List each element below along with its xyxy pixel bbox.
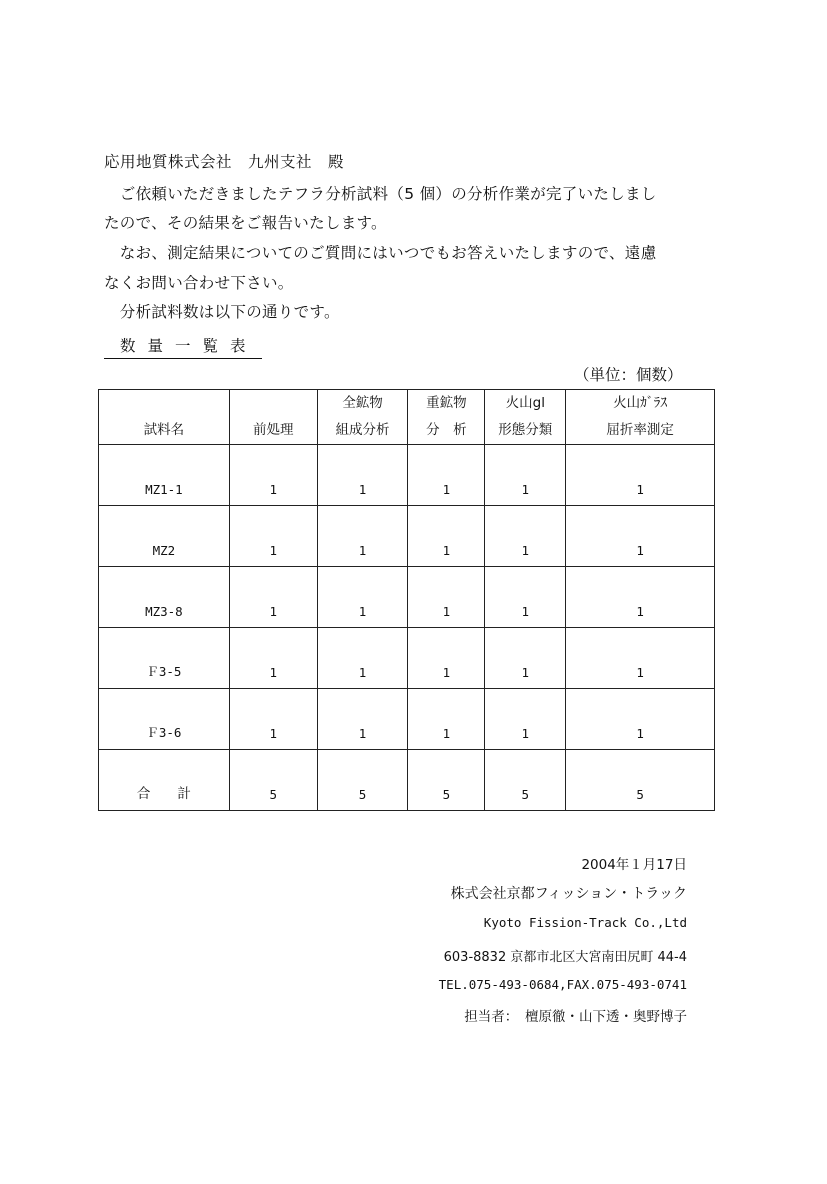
total-cell: 5 bbox=[317, 750, 408, 811]
count-cell: 1 bbox=[317, 445, 408, 506]
header-cell: 重鉱物 分 析 bbox=[408, 390, 485, 445]
company-address: 603-8832 京都市北区大宮南田尻町 44-4 bbox=[443, 950, 687, 965]
sample-name: Ｆ3-6 bbox=[99, 689, 230, 750]
count-cell: 1 bbox=[317, 689, 408, 750]
unit-note: （単位：個数） bbox=[574, 366, 683, 384]
addressee: 応用地質株式会社 九州支社 殿 bbox=[104, 153, 345, 171]
body-line: 分析試料数は以下の通りです。 bbox=[104, 303, 340, 321]
body-line: ご依頼いただきましたテフラ分析試料（5 個）の分析作業が完了いたしまし bbox=[104, 185, 657, 203]
count-cell: 1 bbox=[317, 628, 408, 689]
quantity-table bbox=[98, 389, 715, 811]
count-cell: 1 bbox=[566, 628, 715, 689]
count-cell: 1 bbox=[566, 445, 715, 506]
count-cell: 1 bbox=[317, 506, 408, 567]
count-cell: 1 bbox=[229, 567, 317, 628]
company-name: 株式会社京都フィッション・トラック bbox=[450, 886, 687, 902]
header-cell: 前処理 bbox=[229, 390, 317, 445]
contact-numbers: TEL.075-493-0684,FAX.075-493-0741 bbox=[438, 977, 687, 992]
total-cell: 5 bbox=[485, 750, 566, 811]
table-row bbox=[99, 567, 715, 628]
body-line: なくお問い合わせ下さい。 bbox=[104, 274, 294, 292]
total-cell: 5 bbox=[408, 750, 485, 811]
count-cell: 1 bbox=[408, 567, 485, 628]
total-cell: 5 bbox=[566, 750, 715, 811]
body-line: なお、測定結果についてのご質問にはいつでもお答えいたしますので、遠慮 bbox=[104, 244, 657, 262]
header-cell: 火山gl 形態分類 bbox=[485, 390, 566, 445]
header-cell: 全鉱物 組成分析 bbox=[317, 390, 408, 445]
count-cell: 1 bbox=[408, 689, 485, 750]
count-cell: 1 bbox=[408, 628, 485, 689]
header-cell: 試料名 bbox=[99, 390, 230, 445]
list-title: 数量一覧表 bbox=[104, 334, 262, 359]
header-cell: 火山ｶﾞﾗｽ 屈折率測定 bbox=[566, 390, 715, 445]
count-cell: 1 bbox=[485, 567, 566, 628]
table-row bbox=[99, 445, 715, 506]
report-date: 2004年１月17日 bbox=[581, 857, 687, 873]
sample-name: MZ3-8 bbox=[99, 567, 230, 628]
count-cell: 1 bbox=[408, 506, 485, 567]
table-row bbox=[99, 689, 715, 750]
count-cell: 1 bbox=[566, 506, 715, 567]
body-line: たので、その結果をご報告いたします。 bbox=[104, 214, 387, 232]
total-label: 合 計 bbox=[99, 750, 230, 811]
count-cell: 1 bbox=[317, 567, 408, 628]
table-row bbox=[99, 506, 715, 567]
total-row bbox=[99, 750, 715, 811]
count-cell: 1 bbox=[229, 506, 317, 567]
count-cell: 1 bbox=[485, 689, 566, 750]
sample-name: MZ2 bbox=[99, 506, 230, 567]
count-cell: 1 bbox=[229, 628, 317, 689]
count-cell: 1 bbox=[229, 445, 317, 506]
count-cell: 1 bbox=[566, 689, 715, 750]
count-cell: 1 bbox=[229, 689, 317, 750]
staff-names: 担当者： 檀原徹・山下透・奥野博子 bbox=[464, 1009, 687, 1025]
count-cell: 1 bbox=[566, 567, 715, 628]
count-cell: 1 bbox=[485, 445, 566, 506]
sample-name: MZ1-1 bbox=[99, 445, 230, 506]
header-row bbox=[99, 390, 715, 445]
sample-name: Ｆ3-5 bbox=[99, 628, 230, 689]
company-name-en: Kyoto Fission-Track Co.,Ltd bbox=[483, 915, 687, 930]
count-cell: 1 bbox=[408, 445, 485, 506]
count-cell: 1 bbox=[485, 628, 566, 689]
table-row bbox=[99, 628, 715, 689]
count-cell: 1 bbox=[485, 506, 566, 567]
total-cell: 5 bbox=[229, 750, 317, 811]
